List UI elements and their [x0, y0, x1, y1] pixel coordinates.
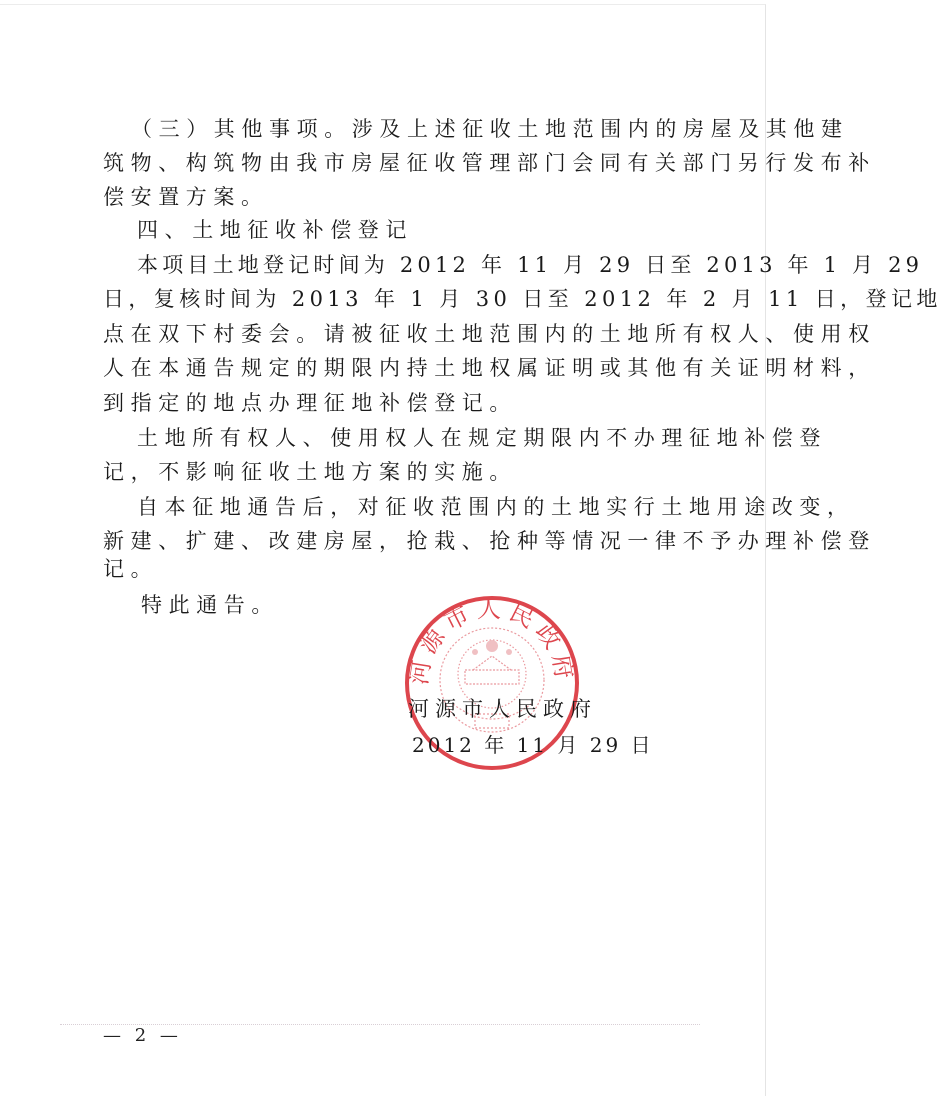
paragraph-registration-line-3: 点在双下村委会。请被征收土地范围内的土地所有权人、使用权	[103, 322, 876, 346]
paragraph-after-notice-line-2: 新建、扩建、改建房屋，抢栽、抢种等情况一律不予办理补偿登	[103, 529, 876, 553]
closing-text: 特此通告。	[141, 593, 279, 617]
issuer-signature: 河源市人民政府	[408, 697, 597, 721]
paragraph-no-registration-line-1: 土地所有权人、使用权人在规定期限内不办理征地补偿登	[137, 426, 827, 450]
paragraph-registration-line-4: 人在本通告规定的期限内持土地权属证明或其他有关证明材料，	[103, 356, 876, 380]
paragraph-other-matters-line-1: （三）其他事项。涉及上述征收土地范围内的房屋及其他建	[131, 117, 849, 141]
page-number: — 2 —	[103, 1025, 182, 1046]
paragraph-after-notice-line-1: 自本征地通告后，对征收范围内的土地实行土地用途改变，	[137, 495, 855, 519]
paragraph-no-registration-line-2: 记，不影响征收土地方案的实施。	[103, 460, 517, 484]
paragraph-other-matters-line-2: 筑物、构筑物由我市房屋征收管理部门会同有关部门另行发布补	[103, 151, 876, 175]
paragraph-registration-line-1: 本项目土地登记时间为 2012 年 11 月 29 日至 2013 年 1 月 29	[137, 253, 924, 277]
issue-date: 2012 年 11 月 29 日	[412, 733, 654, 757]
seal-arc-text: 河源市人民政府	[404, 595, 580, 687]
paragraph-registration-line-2: 日，复核时间为 2013 年 1 月 30 日至 2012 年 2 月 11 日，登记地	[103, 287, 942, 311]
paragraph-registration-line-5: 到指定的地点办理征地补偿登记。	[103, 391, 517, 415]
section-heading: 四、土地征收补偿登记	[137, 218, 413, 242]
paragraph-after-notice-line-3: 记。	[103, 557, 159, 581]
paragraph-other-matters-line-3: 偿安置方案。	[103, 185, 269, 209]
